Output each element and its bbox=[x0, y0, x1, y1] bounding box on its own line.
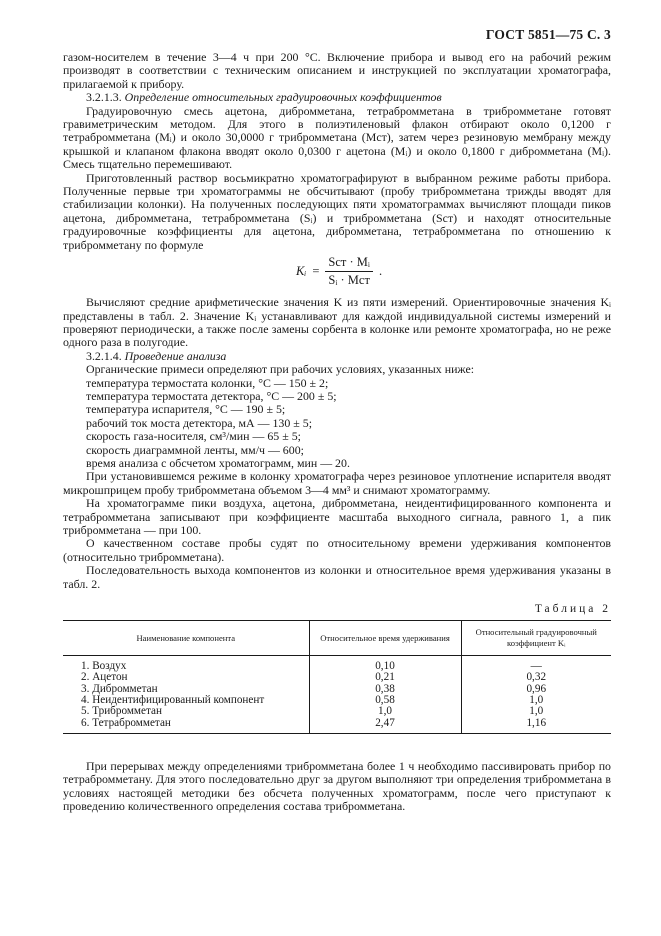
condition-item: скорость диаграммной ленты, мм/ч — 600; bbox=[86, 442, 304, 457]
table-cell: — bbox=[461, 656, 611, 673]
section-number: 3.2.1.3. bbox=[86, 90, 122, 105]
condition-item: время анализа с обсчетом хроматограмм, мин — 20. bbox=[86, 455, 350, 470]
table-cell: 2,47 bbox=[309, 718, 461, 734]
condition-item: скорость газа-носителя, см³/мин — 65 ± 5; bbox=[86, 429, 301, 444]
table-cell: 1,0 bbox=[309, 706, 461, 717]
section-number: 3.2.1.4. bbox=[86, 348, 122, 363]
formula-denominator: Sᵢ · Mст bbox=[328, 273, 370, 288]
table-cell: 0,38 bbox=[309, 684, 461, 695]
formula-equals: = bbox=[312, 264, 320, 279]
section-title: Проведение анализа bbox=[124, 348, 227, 363]
formula-lhs: Kᵢ bbox=[296, 264, 307, 279]
table-cell: 6. Тетрабромметан bbox=[63, 718, 309, 734]
paragraph: Органические примеси определяют при рабочих условиях, указанных ниже: bbox=[86, 362, 475, 377]
table-cell: 0,58 bbox=[309, 695, 461, 706]
table-row bbox=[63, 718, 611, 734]
condition-item: температура испарителя, °С — 190 ± 5; bbox=[86, 402, 286, 417]
table-row bbox=[63, 706, 611, 717]
formula bbox=[63, 252, 611, 296]
formula-numerator: Sст · Mᵢ bbox=[325, 255, 373, 272]
table-cell: 4. Неидентифицированный компонент bbox=[81, 693, 265, 706]
paragraph: На хроматограмме пики воздуха, ацетона, дибромметана, неидентифицированного компонента и тетрабромметана записывают при коэффициенте масштаба выходного сигнала, равного 1, а пик трибромметана — при 100. bbox=[63, 496, 611, 537]
table-cell: 3. Дибромметан bbox=[81, 682, 158, 695]
column-header: Относительный градуировочный коэффициент Kᵢ bbox=[461, 621, 611, 656]
formula-fraction bbox=[325, 255, 373, 288]
table-cell: 0,96 bbox=[461, 684, 611, 695]
conditions-list bbox=[63, 377, 611, 471]
paragraph: Градуировочную смесь ацетона, дибромметана, тетрабромметана в трибромметане готовят гравиметрическим методом. Для этого в полиэтиленовый флакон отбирают около 0,1200 г тетрабромметана (Mᵢ) и около 30,0000 г трибромметана (Mст), затем через резиновую мембрану между крышкой и клапаном флакона вводят около 0,0300 г ацетона (Mᵢ) и около 0,1800 г дибромметана (Mᵢ). Смесь тщательно перемешивают. bbox=[63, 103, 611, 172]
section-title: Определение относительных градуировочных коэффициентов bbox=[124, 90, 442, 105]
formula-end: . bbox=[378, 264, 383, 279]
table-cell: 1. Воздух bbox=[81, 660, 127, 673]
condition-item: температура термостата колонки, °С — 150 ± 2; bbox=[86, 375, 329, 390]
paragraph: газом-носителем в течение 3—4 ч при 200 °С. Включение прибора и вывод его на рабочий режим производят в соответствии с техническим описанием и инструкцией по эксплуатации хроматографа, прилагаемой к прибору. bbox=[63, 50, 611, 91]
condition-item: рабочий ток моста детектора, мА — 130 ± 5; bbox=[86, 415, 313, 430]
paragraph: Приготовленный раствор восьмикратно хроматографируют в выбранном режиме работы прибора. Полученные первые три хроматограммы не обсчитывают (пробу трибромметана трижды вводят для стабилизации колонки). На полученных последующих пяти хроматограммах вычисляют площади пиков ацетона, дибромметана, тетрабромметана (Sᵢ) и трибромметана (Sст) и находят относительные градуировочные коэффициенты для ацетона, дибромметана, тетрабромметана по отношению к трибромметану по формуле bbox=[63, 170, 611, 252]
column-header: Относительное время удерживания bbox=[309, 621, 461, 656]
paragraph: Вычисляют средние арифметические значения K из пяти измерений. Ориентировочные значения Kᵢ представлены в табл. 2. Значение Kᵢ устанавливают для каждой индивидуальной системы измерений и проверяют периодически, а также после замены сорбента в колонке или ремонте хроматографа, но не реже одного раза в полугодие. bbox=[63, 295, 611, 350]
table-caption: Таблица 2 bbox=[534, 603, 611, 616]
paragraph: При перерывах между определениями трибромметана более 1 ч необходимо пассивировать прибор по тетрабромметану. Для этого последовательно друг за другом выполняют три определения трибромметана в условиях настоящей методики без обсчета полученных хроматограмм, после чего приступают к проведению количественного определения состава трибромметана. bbox=[63, 758, 611, 814]
condition-item: температура термостата детектора, °С — 200 ± 5; bbox=[86, 388, 337, 403]
paragraph: Последовательность выхода компонентов из колонки и относительное время удерживания указаны в табл. 2. bbox=[63, 563, 611, 591]
table-cell: 1,16 bbox=[461, 718, 611, 734]
table-2 bbox=[63, 620, 611, 734]
document-body bbox=[63, 51, 611, 813]
section-heading bbox=[63, 350, 611, 363]
table-cell: 0,10 bbox=[309, 656, 461, 673]
section-heading bbox=[63, 91, 611, 104]
paragraph: О качественном составе пробы судят по относительному времени удерживания компонентов (относительно трибромметана). bbox=[63, 536, 611, 564]
column-header: Наименование компонента bbox=[63, 621, 309, 656]
table-cell: 2. Ацетон bbox=[81, 671, 128, 684]
table-cell: 0,21 bbox=[309, 672, 461, 683]
table-row bbox=[63, 656, 611, 673]
table-cell: 0,32 bbox=[461, 672, 611, 683]
paragraph: При установившемся режиме в колонку хроматографа через резиновое уплотнение испарителя вводят микрошприцем пробу трибромметана объемом 3—4 мм³ и снимают хроматограмму. bbox=[63, 469, 611, 497]
table-cell: 1,0 bbox=[461, 695, 611, 706]
table-cell: 5. Трибромметан bbox=[81, 705, 162, 718]
page-header: ГОСТ 5851—75 С. 3 bbox=[485, 27, 611, 42]
table-cell: 1,0 bbox=[461, 706, 611, 717]
table-row bbox=[63, 672, 611, 683]
